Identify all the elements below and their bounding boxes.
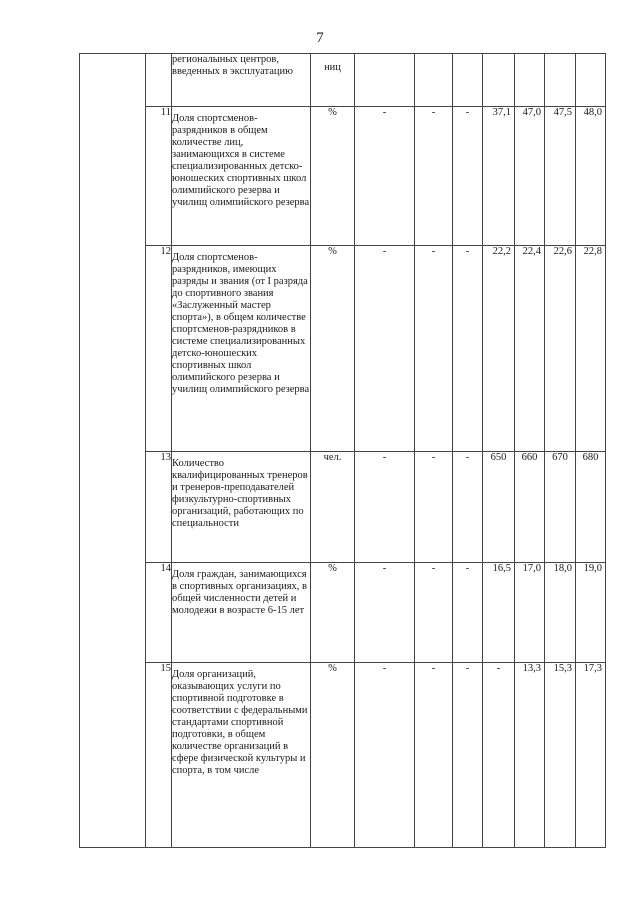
row-number: 13 xyxy=(146,452,172,563)
unit-cell: % xyxy=(311,663,355,848)
value-cell: - xyxy=(355,563,415,663)
value-cell: - xyxy=(415,563,453,663)
unit-cell: % xyxy=(311,563,355,663)
indicator-name: Доля организаций, оказывающих услуги по спортивной подготовке в соответствии с федеральными стандартами спортивной подготовки, в общем количестве организаций в сфере физической культуры и спорта, в том числе xyxy=(172,663,311,848)
unit-cell: % xyxy=(311,107,355,246)
value-cell: 17,0 xyxy=(515,563,545,663)
value-cell: - xyxy=(453,107,483,246)
row-number: 12 xyxy=(146,246,172,452)
page-number: 7 xyxy=(316,30,324,46)
indicator-name: Доля спортсменов-разрядников в общем количестве лиц, занимающихся в системе специализированных детско-юношеских спортивных школ олимпийского резерва и училищ олимпийского резерва xyxy=(172,107,311,246)
indicator-name: регионалыных центров, введенных в эксплуатацию xyxy=(172,54,311,107)
table-row xyxy=(80,563,606,663)
value-cell xyxy=(545,54,576,107)
table-row xyxy=(80,663,606,848)
value-cell: 22,2 xyxy=(483,246,515,452)
value-cell: 17,3 xyxy=(576,663,606,848)
unit-cell: ниц xyxy=(311,54,355,107)
value-cell: 650 xyxy=(483,452,515,563)
value-cell: 22,8 xyxy=(576,246,606,452)
value-cell: 19,0 xyxy=(576,563,606,663)
value-cell xyxy=(483,54,515,107)
value-cell: 660 xyxy=(515,452,545,563)
unit-cell: % xyxy=(311,246,355,452)
value-cell: - xyxy=(415,663,453,848)
table-row xyxy=(80,452,606,563)
value-cell: 22,4 xyxy=(515,246,545,452)
value-cell: 37,1 xyxy=(483,107,515,246)
indicator-name: Доля граждан, занимающихся в спортивных организациях, в общей численности детей и молодежи в возрасте 6-15 лет xyxy=(172,563,311,663)
row-number: 14 xyxy=(146,563,172,663)
value-cell: - xyxy=(355,452,415,563)
value-cell: 18,0 xyxy=(545,563,576,663)
row-number: 15 xyxy=(146,663,172,848)
unit-cell: чел. xyxy=(311,452,355,563)
value-cell xyxy=(576,54,606,107)
value-cell: - xyxy=(483,663,515,848)
value-cell: - xyxy=(415,107,453,246)
value-cell: - xyxy=(355,107,415,246)
table-row xyxy=(80,246,606,452)
indicator-name: Количество квалифицированных тренеров и тренеров-преподавателей физкультурно-спортивных организаций, работающих по специальности xyxy=(172,452,311,563)
value-cell: - xyxy=(453,663,483,848)
value-cell: - xyxy=(355,246,415,452)
value-cell: - xyxy=(415,246,453,452)
value-cell: 47,0 xyxy=(515,107,545,246)
row-number-cell xyxy=(146,54,172,107)
value-cell: - xyxy=(453,246,483,452)
value-cell: 670 xyxy=(545,452,576,563)
row-number: 11 xyxy=(146,107,172,246)
value-cell xyxy=(515,54,545,107)
value-cell: 22,6 xyxy=(545,246,576,452)
value-cell xyxy=(355,54,415,107)
value-cell: 680 xyxy=(576,452,606,563)
value-cell: 13,3 xyxy=(515,663,545,848)
value-cell: - xyxy=(453,563,483,663)
value-cell: - xyxy=(355,663,415,848)
merged-left-cell xyxy=(80,54,146,848)
value-cell: - xyxy=(415,452,453,563)
value-cell: 15,3 xyxy=(545,663,576,848)
value-cell xyxy=(453,54,483,107)
value-cell: - xyxy=(453,452,483,563)
indicator-name: Доля спортсменов-разрядников, имеющих разряды и звания (от I разряда до спортивного звания «Заслуженный мастер спорта»), в общем количестве спортсменов-разрядников в системе специализированных детско-юношеских спортивных школ олимпийского резерва и училищ олимпийского резерва xyxy=(172,246,311,452)
value-cell: 47,5 xyxy=(545,107,576,246)
table-row-continuation xyxy=(80,54,606,107)
indicators-table xyxy=(79,53,606,848)
value-cell: 16,5 xyxy=(483,563,515,663)
value-cell: 48,0 xyxy=(576,107,606,246)
table-row xyxy=(80,107,606,246)
value-cell xyxy=(415,54,453,107)
